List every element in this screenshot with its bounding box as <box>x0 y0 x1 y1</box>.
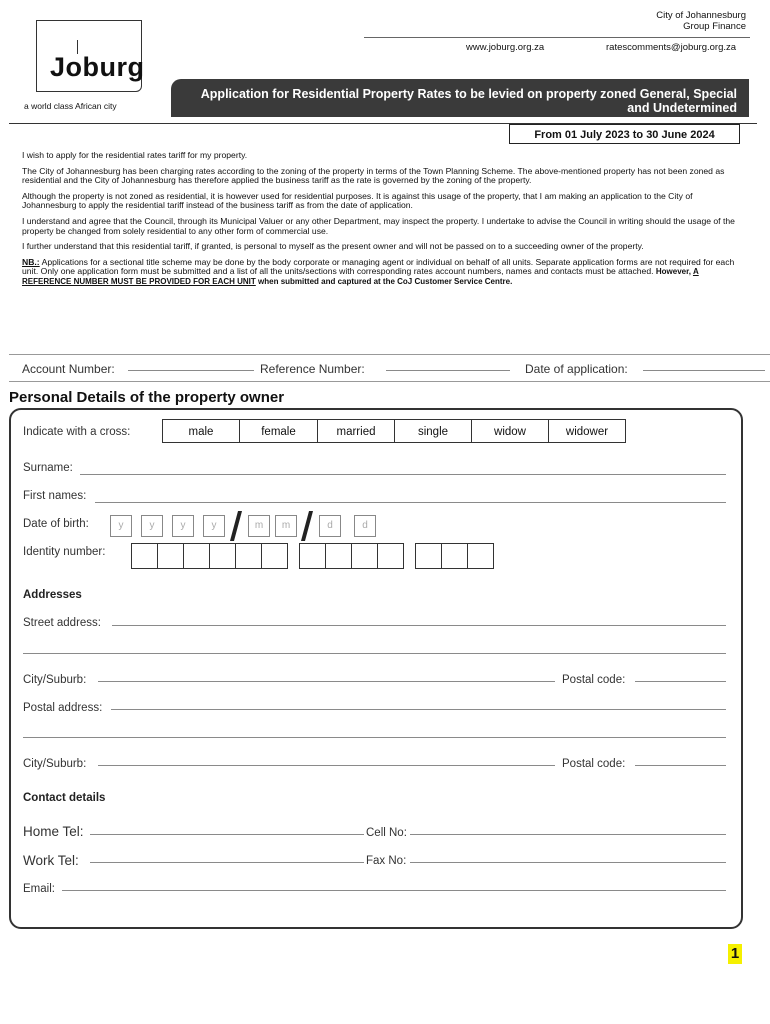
personal-details-panel <box>9 408 743 929</box>
street-address-line2-field[interactable] <box>23 653 726 654</box>
fax-no-field[interactable] <box>410 862 726 863</box>
joburg-logo: Joburg <box>50 52 145 82</box>
first-names-field[interactable] <box>95 502 726 503</box>
postal-city-suburb-label: City/Suburb: <box>23 758 87 770</box>
intro-paragraph: The City of Johannesburg has been charging rates according to the zoning of the property in terms of the Town Planning Scheme. The above-mentioned property has not been zoned as residential and the City of Johannesburg has therefore applied the business tariff as the rate is governed by the zoning of the property. <box>22 165 725 186</box>
dob-year-digit[interactable]: y <box>141 515 163 537</box>
street-address-label: Street address: <box>23 617 101 629</box>
ref-row-bottom-line <box>9 381 770 382</box>
nb-label: NB.: <box>22 256 40 267</box>
cross-label: Indicate with a cross: <box>23 426 131 438</box>
id-digit-box[interactable] <box>467 543 494 569</box>
form-title-line2: and Undetermined <box>627 101 737 115</box>
home-tel-field[interactable] <box>90 834 364 835</box>
surname-label: Surname: <box>23 462 73 474</box>
nb-reference-requirement: A REFERENCE NUMBER MUST BE PROVIDED FOR EACH UNIT <box>22 267 699 286</box>
dob-day-digit[interactable]: d <box>354 515 376 537</box>
application-date-label: Date of application: <box>525 362 628 376</box>
work-tel-field[interactable] <box>90 862 364 863</box>
option-male[interactable]: male <box>162 419 240 443</box>
email-link[interactable]: ratescomments@joburg.org.za <box>606 42 737 53</box>
account-number-label: Account Number: <box>22 362 115 376</box>
cell-no-field[interactable] <box>410 834 726 835</box>
postal-code-label: Postal code: <box>562 674 626 686</box>
first-names-label: First names: <box>23 490 87 502</box>
surname-field[interactable] <box>80 474 726 475</box>
option-widow[interactable]: widow <box>471 419 549 443</box>
intro-text <box>22 151 746 293</box>
dob-year-digit[interactable]: y <box>172 515 194 537</box>
header-divider <box>364 37 750 38</box>
intro-paragraph: I understand and agree that the Council, through its Municipal Valuer or any other Department, may inspect the property. I undertake to advise the Council in writing should the usage of the property be changed from solely residential to any other form of commercial use. <box>22 215 735 236</box>
nb-paragraph <box>22 258 746 287</box>
tariff-period: From 01 July 2023 to 30 June 2024 <box>509 124 740 144</box>
id-digit-box[interactable] <box>377 543 404 569</box>
personal-details-heading: Personal Details of the property owner <box>9 389 285 406</box>
option-single[interactable]: single <box>394 419 472 443</box>
dob-month-digit[interactable]: m <box>248 515 270 537</box>
postal-code-field[interactable] <box>635 681 726 682</box>
form-title-line1: Application for Residential Property Rates to be levied on property zoned General, Special <box>200 87 737 101</box>
id-digit-box[interactable] <box>351 543 378 569</box>
work-tel-label: Work Tel: <box>23 853 79 868</box>
city-suburb-label: City/Suburb: <box>23 674 87 686</box>
reference-number-field[interactable] <box>386 370 510 371</box>
fax-no-label: Fax No: <box>366 855 407 867</box>
postal-address-field[interactable] <box>111 709 726 710</box>
application-date-field[interactable] <box>643 370 765 371</box>
id-digit-box[interactable] <box>299 543 326 569</box>
nb-bold-tail: when submitted and captured at the CoJ Customer Service Centre. <box>255 276 513 286</box>
id-digit-box[interactable] <box>131 543 158 569</box>
city-suburb-field[interactable] <box>98 681 555 682</box>
email-label: Email: <box>23 883 55 895</box>
postal-code-2-field[interactable] <box>635 765 726 766</box>
ref-row-top-line <box>9 354 770 355</box>
reference-number-label: Reference Number: <box>260 362 365 376</box>
option-widower[interactable]: widower <box>548 419 626 443</box>
postal-city-suburb-field[interactable] <box>98 765 555 766</box>
home-tel-label: Home Tel: <box>23 824 84 839</box>
cell-no-label: Cell No: <box>366 827 407 839</box>
nb-text: Applications for a sectional title scheme may be done by the body corporate or managing agent or individual on behalf of all units. Separate application forms are not required for each unit. Only one application form must be submitted and a list of all the units/sections with corresponding rates account numbers, names and contacts must be attached. <box>22 256 735 277</box>
intro-paragraph: I further understand that this residential tariff, if granted, is personal to myself as the present owner and will not be passed on to a succeeding owner of the property. <box>22 241 644 252</box>
identity-number-label: Identity number: <box>23 546 106 558</box>
dob-year-digit[interactable]: y <box>203 515 225 537</box>
logo-tagline: a world class African city <box>24 101 117 111</box>
dob-day-digit[interactable]: d <box>319 515 341 537</box>
postal-address-line2-field[interactable] <box>23 737 726 738</box>
postal-address-label: Postal address: <box>23 702 103 714</box>
contact-details-heading: Contact details <box>23 792 106 804</box>
id-digit-box[interactable] <box>261 543 288 569</box>
date-of-birth-label: Date of birth: <box>23 518 89 530</box>
org-department: Group Finance <box>683 21 746 32</box>
email-field[interactable] <box>62 890 726 891</box>
addresses-heading: Addresses <box>23 589 82 601</box>
postal-code-2-label: Postal code: <box>562 758 626 770</box>
intro-paragraph: Although the property is not zoned as residential, it is however used for residential purposes. It is against this usage of the property, that I am making an application to the City of Johannesburg to apply the residential tariff instead of the business tariff as from the date of application. <box>22 190 693 211</box>
id-digit-box[interactable] <box>157 543 184 569</box>
form-title-banner <box>171 79 749 117</box>
id-digit-box[interactable] <box>325 543 352 569</box>
account-number-field[interactable] <box>128 370 254 371</box>
nb-bold-text: However, <box>655 267 693 277</box>
street-address-field[interactable] <box>112 625 726 626</box>
id-digit-box[interactable] <box>441 543 468 569</box>
option-married[interactable]: married <box>317 419 395 443</box>
id-digit-box[interactable] <box>415 543 442 569</box>
dob-month-digit[interactable]: m <box>275 515 297 537</box>
org-header <box>656 10 746 32</box>
dob-year-digit[interactable]: y <box>110 515 132 537</box>
intro-paragraph: I wish to apply for the residential rates tariff for my property. <box>22 150 248 160</box>
page-number: 1 <box>728 944 742 964</box>
org-name: City of Johannesburg <box>656 10 746 21</box>
option-female[interactable]: female <box>239 419 318 443</box>
id-digit-box[interactable] <box>183 543 210 569</box>
id-digit-box[interactable] <box>209 543 236 569</box>
website-link[interactable]: www.joburg.org.za <box>466 42 545 53</box>
id-digit-box[interactable] <box>235 543 262 569</box>
